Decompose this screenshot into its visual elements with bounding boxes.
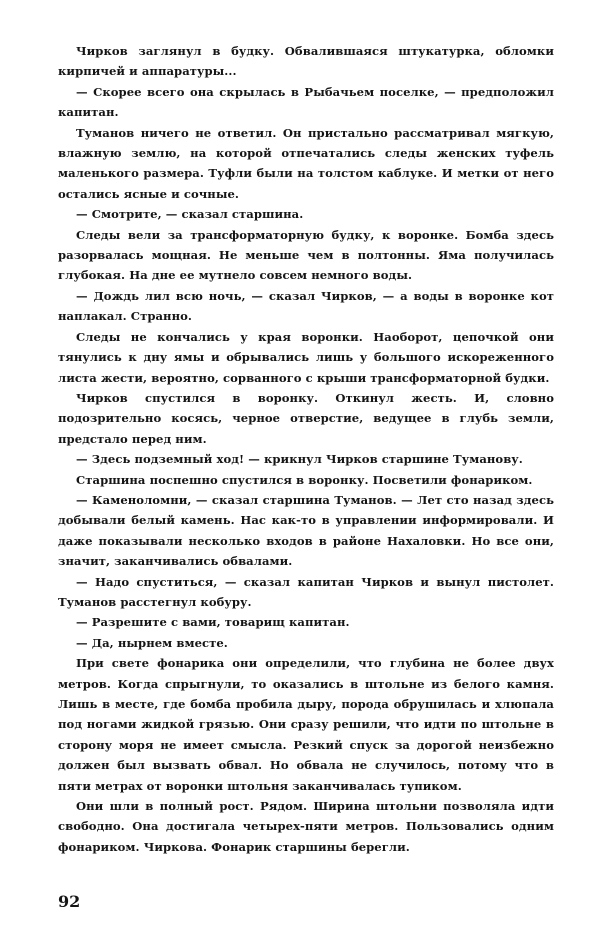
paragraph-11: — Каменоломни, — сказал старшина Туманов. — Лет сто назад здесь добывали белый камень. Нас как-то в управлении информировали. И даже показывали несколько входов в районе Нахаловки. Но все они, значит, заканчивались обвалами. <box>58 492 554 569</box>
paragraph-16: Они шли в полный рост. Рядом. Ширина штольни позволяла идти свободно. Она достигала четырех-пяти метров. Пользовались одним фонариком. Чиркова. Фонарик старшины берегли. <box>58 799 554 854</box>
paragraph-8: Чирков спустился в воронку. Откинул жесть. И, словно подозрительно косясь, черное отверстие, ведущее в глубь земли, предстало перед ним. <box>58 390 554 446</box>
page-number: 92 <box>58 892 81 911</box>
paragraph-12: — Надо спуститься, — сказал капитан Чирков и вынул пистолет. Туманов расстегнул кобуру. <box>58 574 554 609</box>
paragraph-3: Туманов ничего не ответил. Он пристально рассматривал мягкую, влажную землю, на которой отпечатались следы женских туфель маленького размера. Туфли были на толстом каблуке. И метки от него остались ясные и сочные. <box>58 125 554 201</box>
page-text <box>58 41 554 857</box>
paragraph-10: Старшина поспешно спустился в воронку. Посветили фонариком. <box>76 472 533 487</box>
paragraph-15: При свете фонарика они определили, что глубина не более двух метров. Когда спрыгнули, то оказались в штольне из белого камня. Лишь в месте, где бомба пробила дыру, порода обрушилась и хлюпала под ногами жидкой грязью. Они сразу решили, что идти по штольне в сторону моря не имеет смысла. Резкий спуск за дорогой неизбежно должен был вызвать обвал. Но обвала не случилось, потому что в пяти метрах от воронки штольня заканчивалась тупиком. <box>58 656 554 793</box>
paragraph-13: — Разрешите с вами, товарищ капитан. <box>76 615 350 630</box>
paragraph-1: Чирков заглянул в будку. Обвалившаяся штукатурка, обломки кирпичей и аппаратуры... <box>58 44 554 79</box>
paragraph-5: Следы вели за трансформаторную будку, к воронке. Бомба здесь разорвалась мощная. Не меньше чем в полтонны. Яма получилась глубокая. На дне ее мутнело совсем немного воды. <box>58 227 554 283</box>
paragraph-14: — Да, нырнем вместе. <box>76 635 228 650</box>
paragraph-6: — Дождь лил всю ночь, — сказал Чирков, — а воды в воронке кот наплакал. Странно. <box>58 288 554 324</box>
paragraph-9: — Здесь подземный ход! — крикнул Чирков старшине Туманову. <box>76 452 523 467</box>
paragraph-4: — Смотрите, — сказал старшина. <box>76 207 304 222</box>
paragraph-7: Следы не кончались у края воронки. Наоборот, цепочкой они тянулись к дну ямы и обрывались лишь у большого искореженного листа жести, вероятно, сорванного с крыши трансформаторной будки. <box>58 329 554 385</box>
paragraph-2: — Скорее всего она скрылась в Рыбачьем поселке, — предположил капитан. <box>58 84 554 120</box>
